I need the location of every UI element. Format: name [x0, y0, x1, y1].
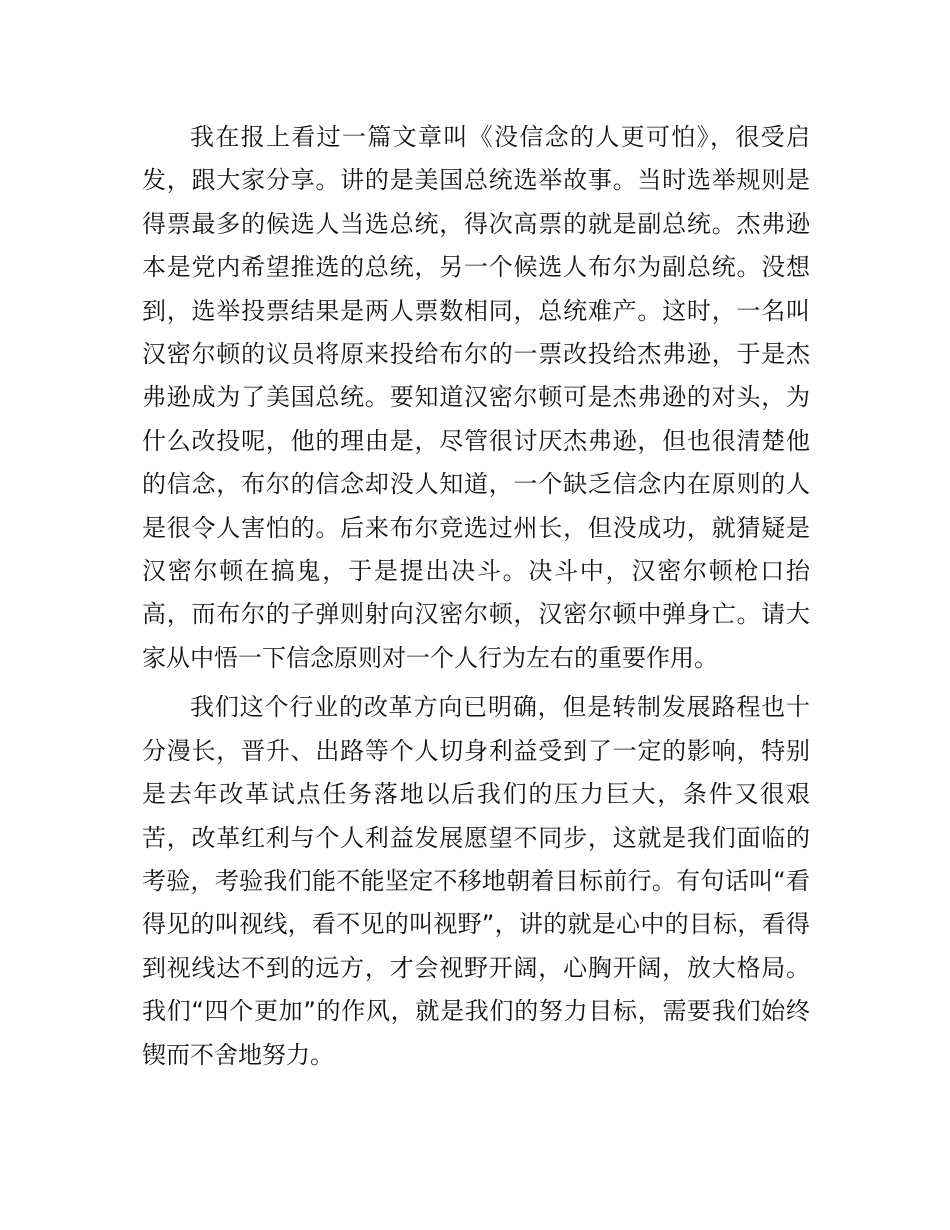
- paragraph-2: 我们这个行业的改革方向已明确，但是转制发展路程也十分漫长，晋升、出路等个人切身利益受到了一定的影响，特别是去年改革试点任务落地以后我们的压力巨大，条件又很艰苦，改革红利与个人利益发展愿望不同步，这就是我们面临的考验，考验我们能不能坚定不移地朝着目标前行。有句话叫“看得见的叫视线，看不见的叫视野”，讲的就是心中的目标，看得到视线达不到的远方，才会视野开阔，心胸开阔，放大格局。我们“四个更加”的作风，就是我们的努力目标，需要我们始终锲而不舍地努力。: [142, 693, 810, 1069]
- paragraph-1: 我在报上看过一篇文章叫《没信念的人更可怕》，很受启发，跟大家分享。讲的是美国总统选举故事。当时选举规则是得票最多的候选人当选总统，得次高票的就是副总统。杰弗逊本是党内希望推选的总统，另一个候选人布尔为副总统。没想到，选举投票结果是两人票数相同，总统难产。这时，一名叫汉密尔顿的议员将原来投给布尔的一票改投给杰弗逊，于是杰弗逊成为了美国总统。要知道汉密尔顿可是杰弗逊的对头，为什么改投呢，他的理由是，尽管很讨厌杰弗逊，但也很清楚他的信念，布尔的信念却没人知道，一个缺乏信念内在原则的人是很令人害怕的。后来布尔竞选过州长，但没成功，就猜疑是汉密尔顿在搞鬼，于是提出决斗。决斗中，汉密尔顿枪口抬高，而布尔的子弹则射向汉密尔顿，汉密尔顿中弹身亡。请大家从中悟一下信念原则对一个人行为左右的重要作用。: [142, 123, 810, 672]
- document-body: [142, 116, 810, 1077]
